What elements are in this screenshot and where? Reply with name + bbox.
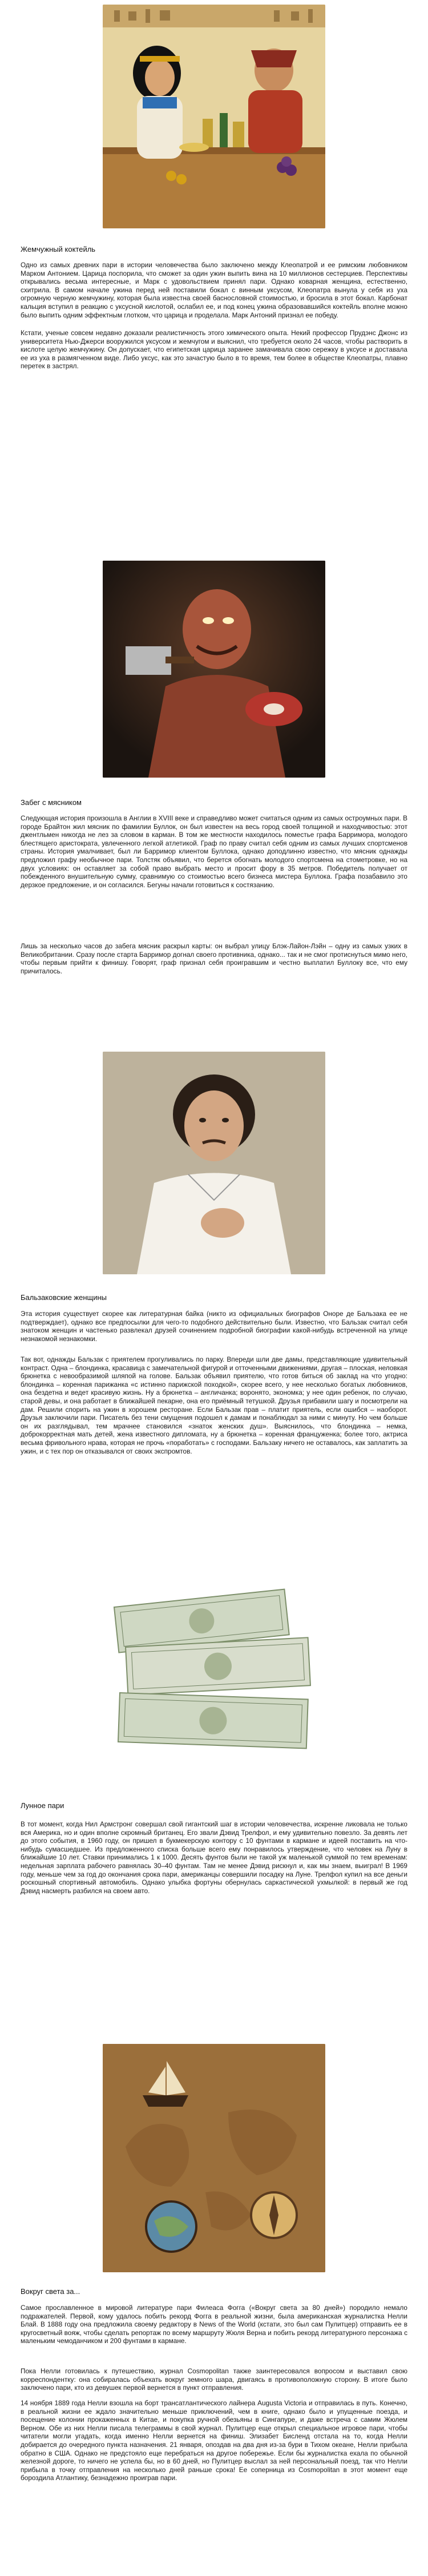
- section-title-moon-bet: Лунное пари: [21, 1801, 64, 1810]
- section-title-pearl-cocktail: Жемчужный коктейль: [21, 245, 96, 253]
- paragraph: Одно из самых древних пари в истории человечества было заключено между Клеопатрой и ее римским любовником Марком Антонием. Царица поспорила, что сможет за один ужин выпить вина на 10 миллионов сестерциев. Перспективы открывались весьма интересные, и Марк с удовольствием принял пари. Однако коварная женщина, естественно, схитрила. В самом начале ужина перед ней поставили бокал с винным уксусом, Клеопатра вынула у себя из уха огромную черную жемчужину, которая была известна своей баснословной стоимостью, и бросила в этот бокал. Карбонат кальция вступил в реакцию с уксусной кислотой, ослабил ее, и под конец ужина образовавшийся коктейль вполне можно было выпить одним эффектным глотком, что царица и проделала. Марк Антоний признал ее победу.: [21, 261, 407, 319]
- section-title-butcher-race: Забег с мясником: [21, 798, 82, 807]
- butcher-graphic: [103, 561, 325, 778]
- paragraph: Следующая история произошла в Англии в XVIII веке и справедливо может считаться одним из самых остроумных пари. В городе Брайтон жил мясник по фамилии Буллок, он был известен на весь город своей толщиной и находчивостью: этот джентльмен никогда не лез за словом в карман. В том же местности находилось поместье графа Барримора, молодого блестящего аристократа, увлеченного легкой атлетикой. Граф по праву считал себя одним из самых лучших спортсменов страны. История умалчивает, был ли Барримор клиентом Буллока, однако доподлинно известно, что мясник однажды предложил графу необычное пари. Толстяк объявил, что берется обогнать молодого спортсмена на стометровке, но на двух условиях: он оставляет за собой право выбрать место и просит фору в 35 метров. Победитель получает от побежденного внушительную сумму, сравнимую со стоимостью всего бизнеса мистера Буллока. Графа позабавило это дерзкое предложение, и он согласился. Бегуны начали готовиться к состязанию.: [21, 814, 407, 889]
- money-stack-photo: [103, 1567, 325, 1774]
- butcher-illustration: [103, 561, 325, 778]
- portrait-photo: [103, 1052, 325, 1274]
- paragraph: Лишь за несколько часов до забега мясник раскрыл карты: он выбрал улицу Блэк-Лайон-Лэйн – одну из самых узких в Великобритании. Сразу после старта Барримор догнал своего противника, однако... так и не смог протиснуться мимо него, чтобы первым прийти к финишу. Говорят, граф признал себя проигравшим и честно выплатил Буллоку все, что ему причиталось.: [21, 942, 407, 975]
- paragraph: Так вот, однажды Бальзак с приятелем прогуливались по парку. Впереди шли две дамы, представляющие удивительный контраст. Одна – блондинка, красавица с замечательной фигурой и отточенными движениями, другая – плоская, неловкая брюнетка с невообразимой шляпой на голове. Бальзак объявил приятелю, что готов биться об заклад на что угодно: блондинка – коренная парижанка «с истинно парижской походкой», скорее всего, у нее несколько богатых любовников, она бездетна и ведет красивую жизнь. Ну а брюнетка – англичанка; воронято, экономка; у нее один ребенок, по случаю, старой девы, и она работает в ближайшей пекарне, она его приёмный тетушкой. Друзья прибавили шагу и посмотрели на дам. Решили спорить на ужин в хорошем ресторане. Если Бальзак прав – платит приятель, если ошибся – наоборот. Друзья заключили пари. Писатель без тени смущения подошел к дамам и понаблюдал за ними с минуту. Но чем больше он их разглядывал, тем мрачнее становился «знаток женских душ». Выяснилось, что блондинка – немка, доброкорректная мать детей, жена известного дипломата, ну а брюнетка – коренная француженка; более того, актриса весьма фривольного нрава, которая не прочь «поработать» с господами. Бальзаку ничего не оставалось, как заплатить за ужин, и с тех пор он отказывался от своих экспромтов.: [21, 1355, 407, 1455]
- money-graphic: [103, 1567, 325, 1774]
- paragraph: Кстати, ученые совсем недавно доказали реалистичность этого химического опыта. Некий профессор Прудэнс Джонс из университета Нью-Джерси вооружился уксусом и жемчугом и выяснил, что требуется около 24 часов, чтобы растворить в кислоте целую жемчужину. Он допускает, что египетская царица заранее замачивала свою сережку в уксусе и доставала ее из уха в размягченном виде. Либо уксус, как это зачастую было в то время, тем более в обществе Клеопатры, плавно перетек в застрял.: [21, 329, 407, 371]
- portrait-graphic: [103, 1052, 325, 1274]
- paragraph: Пока Нелли готовилась к путешествию, журнал Cosmopolitan также заинтересовался вопросом и выставил свою корреспондентку: она собиралась объехать вокруг земного шара, двигаясь в противоположную сторону. В итоге было заключено пари, кто из девушек первой вернется в пункт отправления.: [21, 2367, 407, 2392]
- globe-graphic: [103, 2044, 325, 2272]
- section-title-around-the-world: Вокруг света за...: [21, 2287, 80, 2296]
- globe-illustration: [103, 2044, 325, 2272]
- paragraph: Эта история существует скорее как литературная байка (никто из официальных биографов Оноре де Бальзака ее не подтверждает), однако все предпосылки для чего-то подобного действительно были. Известно, что Бальзак считал себя знатоком женщин и частенько развлекал друзей сочинением подробной биографии какой-нибудь встреченной на улице незнакомой незнакомки.: [21, 1310, 407, 1343]
- paragraph: В тот момент, когда Нил Армстронг совершал свой гигантский шаг в истории человечества, искренне ликовала не только вся Америка, но и один вполне скромный британец. Его звали Дэвид Трелфол, и ему удивительно повезло. За девять лет до этого события, в 1960 году, он пришел в букмекерскую контору с 10 фунтами в кармане и идеей поставить на что-нибудь сумасшедшее. Из предложенного списка больше всего ему понравилось утверждение, что человек на Луну в ближайшие 10 лет. Ставки принимались 1 к 1000. Десять фунтов были не такой уж маленькой суммой по тем временам: недельная зарплата рабочего равнялась 30–40 фунтам. Там не менее Дэвид рискнул и, как мы знаем, выиграл! В 1969 году, меньше чем за год до окончания срока пари, американцы совершили посадку на Луне. Трелфол купил на все деньги роскошный спортивный автомобиль. Однако улыбка фортуны обернулась саркастической ухмылкой: в первый же год Дэвид насмерть разбился на своем авто.: [21, 1820, 407, 1895]
- cleopatra-scene-illustration: [103, 5, 325, 228]
- paragraph: Самое прославленное в мировой литературе пари Филеаса Фогга («Вокруг света за 80 дней») породило немало подражателей. Первой, кому удалось побить рекорд Фогга в реальной жизни, была американская журналистка Нелли Блай. В 1888 году она предложила своему редактору в News of the World (кстати, это был сам Пулитцер) отправить ее в кругосветный вояж, чтобы сделать репортаж по всему маршруту Жюля Верна и побить рекорд литературного персонажа с маленьким чемоданчиком и 200 фунтами в кармане.: [21, 2304, 407, 2345]
- section-title-balzac-women: Бальзаковские женщины: [21, 1293, 107, 1302]
- cleopatra-scene-graphic: [103, 5, 325, 228]
- paragraph: 14 ноября 1889 года Нелли взошла на борт трансатлантического лайнера Augusta Victoria и отправилась в путь. Конечно, в реальной жизни ее ждало значительно меньше приключений, чем в книге, однако было и упущенные поезда, и посещение колонии прокаженных в Китае, и покупка ручной обезьяны в Сингапуре, и даже встреча с самим Жюлем Верном. Обе из них Нелли писала телеграммы в свой журнал. Пулитцер еще открыл специальное игровое пари, чтобы читатели могли угадать, когда именно Нелли вернется на финиш. Элизабет Бисленд отстала на то, когда Нелли добирается до очередного пункта назначения. 21 января, опоздав на два дня из-за бури в Тихом океане, Нелли прибыла обратно в США. Однако не предстояло еще перебраться на другое побережье. Если бы журналистка ехала по обычной железной дороге, то ничего не успела бы, но в 60 дней, но Пулитцер выслал за ней персональный поезд, так что Нелли прибыла в точку отправления на несколько дней раньше срока! Ее соперница из Cosmopolitan в этот момент еще бороздила Атлантику, безнадежно проиграв пари.: [21, 2399, 407, 2482]
